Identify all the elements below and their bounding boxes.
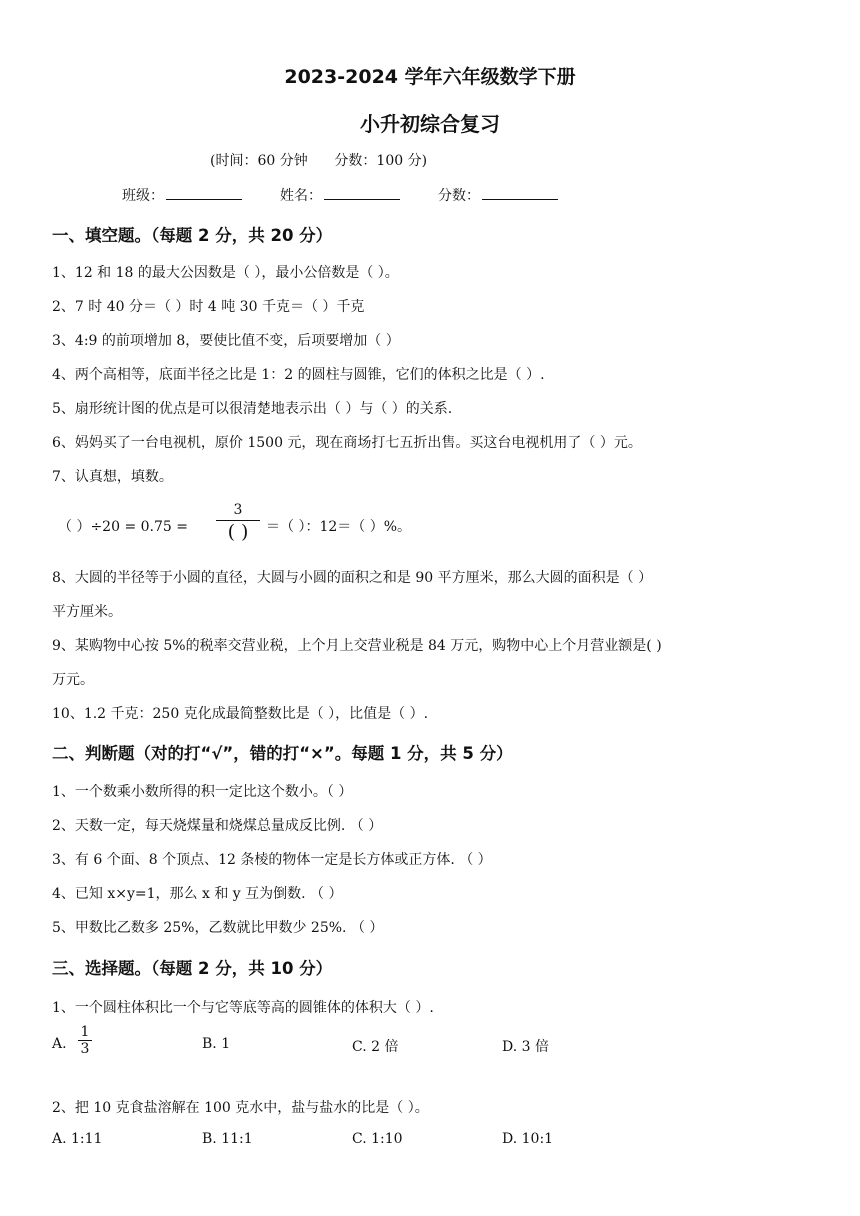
question-1-5: 5、扇形统计图的优点是可以很清楚地表示出（ ）与（ ）的关系.: [52, 401, 453, 417]
exam-subtitle: 小升初综合复习: [360, 112, 500, 136]
question-3-2: 2、把 10 克食盐溶解在 100 克水中，盐与盐水的比是（ ）。: [52, 1100, 429, 1116]
question-1-7: 7、认真想，填数。: [52, 469, 173, 485]
score-blank[interactable]: [482, 185, 558, 200]
class-field: [122, 185, 242, 205]
question-1-9-line-2: 万元。: [52, 672, 94, 688]
q3-1-option-b[interactable]: B. 1: [202, 1036, 231, 1052]
question-1-8-line-1: 8、大圆的半径等于小圆的直径，大圆与小圆的面积之和是 90 平方厘米，那么大圆的面积是（ ）: [52, 570, 653, 586]
exam-title: 2023-2024 学年六年级数学下册: [284, 66, 576, 88]
q3-2-option-d[interactable]: D. 10:1: [502, 1131, 554, 1147]
name-label: 姓名：: [280, 188, 322, 204]
score-field: [438, 185, 558, 205]
question-2-2: 2、天数一定，每天烧煤量和烧煤总量成反比例. （ ）: [52, 818, 383, 834]
q7-equation-right: ＝（ ）：12＝（ ）%。: [266, 519, 412, 535]
name-blank[interactable]: [324, 185, 400, 200]
question-1-8-line-2: 平方厘米。: [52, 604, 122, 620]
q3-2-option-b[interactable]: B. 11:1: [202, 1131, 253, 1147]
question-1-2: 2、7 时 40 分＝（ ）时 4 吨 30 千克＝（ ）千克: [52, 299, 365, 315]
question-1-4: 4、两个高相等，底面半径之比是 1：2 的圆柱与圆锥，它们的体积之比是（ ）.: [52, 367, 545, 383]
question-1-6: 6、妈妈买了一台电视机，原价 1500 元，现在商场打七五折出售。买这台电视机用了（ ）元。: [52, 435, 642, 451]
question-2-3: 3、有 6 个面、8 个顶点、12 条棱的物体一定是长方体或正方体. （ ）: [52, 852, 492, 868]
class-blank[interactable]: [166, 185, 242, 200]
q7-fraction-denominator: ( ): [227, 521, 249, 543]
section-1-heading: 一、填空题。（每题 2 分，共 20 分）: [52, 226, 333, 245]
q7-equation-left: （ ）÷20 = 0.75 =: [58, 519, 188, 535]
q7-fraction-numerator: 3: [216, 502, 260, 521]
q3-1-option-a-label[interactable]: A.: [52, 1036, 67, 1052]
question-3-1: 1、一个圆柱体积比一个与它等底等高的圆锥体的体积大（ ）.: [52, 1000, 434, 1016]
name-field: [280, 185, 400, 205]
question-1-10: 10、1.2 千克：250 克化成最简整数比是（ ），比值是（ ）.: [52, 706, 429, 722]
question-2-1: 1、一个数乘小数所得的积一定比这个数小。（ ）: [52, 784, 353, 800]
q3-2-option-c[interactable]: C. 1:10: [352, 1131, 403, 1147]
section-2-heading: 二、判断题（对的打“√”，错的打“×”。每题 1 分，共 5 分）: [52, 744, 513, 763]
question-2-4: 4、已知 x×y=1，那么 x 和 y 互为倒数. （ ）: [52, 886, 343, 902]
q7-fraction: [216, 502, 260, 543]
q3-1-option-a-denominator: 3: [80, 1041, 90, 1057]
section-3-heading: 三、选择题。（每题 2 分，共 10 分）: [52, 959, 333, 978]
question-1-1: 1、12 和 18 的最大公因数是（ ），最小公倍数是（ ）。: [52, 265, 399, 281]
question-1-9-line-1: 9、某购物中心按 5%的税率交营业税，上个月上交营业税是 84 万元，购物中心上个月营业额是( ): [52, 638, 662, 654]
q3-1-option-a-fraction: [78, 1024, 92, 1057]
q3-1-option-c[interactable]: C. 2 倍: [352, 1039, 399, 1055]
question-1-3: 3、4:9 的前项增加 8，要使比值不变，后项要增加（ ）: [52, 333, 400, 349]
q3-1-option-d[interactable]: D. 3 倍: [502, 1039, 549, 1055]
q3-1-option-a-numerator: 1: [78, 1024, 92, 1041]
question-2-5: 5、甲数比乙数多 25%，乙数就比甲数少 25%. （ ）: [52, 920, 384, 936]
exam-meta: (时间：60 分钟 分数：100 分): [210, 153, 428, 169]
student-info-row: [122, 185, 596, 205]
score-label: 分数：: [438, 188, 480, 204]
q3-2-option-a[interactable]: A. 1:11: [52, 1131, 103, 1147]
class-label: 班级：: [122, 188, 164, 204]
